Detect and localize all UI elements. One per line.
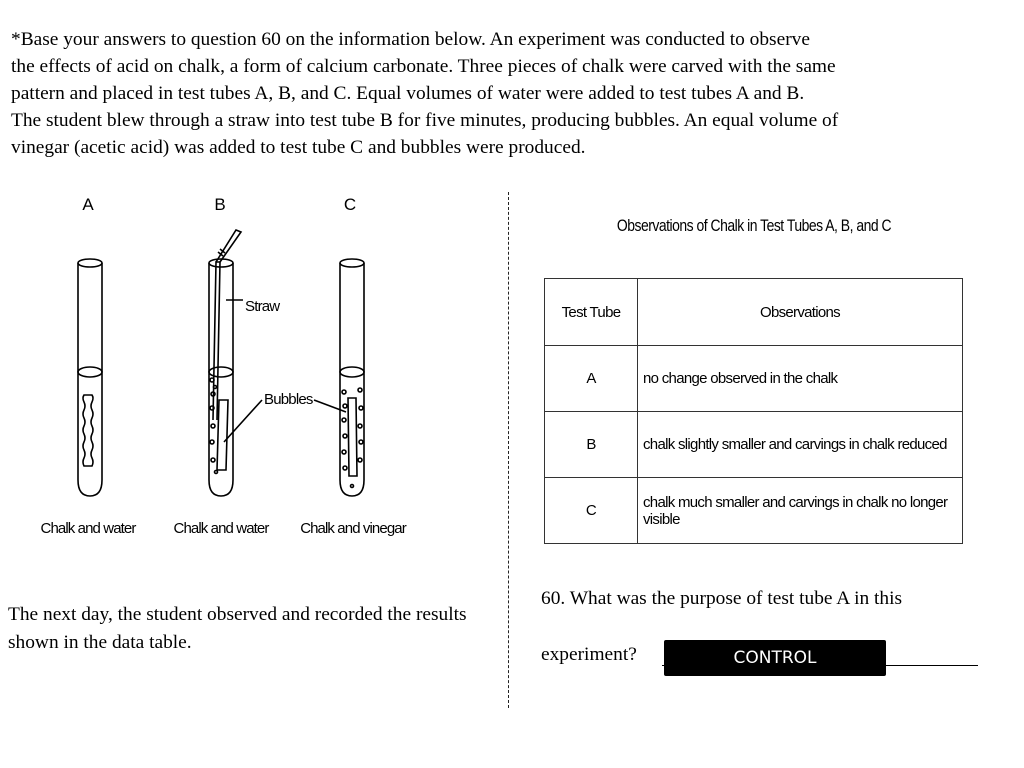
header-test-tube: Test Tube (545, 279, 638, 346)
cell-observation: chalk much smaller and carvings in chalk no longer visible (638, 478, 963, 544)
bubbles-leader-line (314, 400, 346, 412)
observations-table (544, 278, 963, 544)
bubbles-label: Bubbles (264, 391, 313, 408)
chalk-piece (217, 400, 228, 470)
answer-box[interactable]: CONTROL (664, 640, 886, 676)
test-tubes-diagram (0, 180, 500, 550)
cell-observation: chalk slightly smaller and carvings in chalk reduced (638, 412, 963, 478)
test-tube-a (78, 259, 102, 496)
tube-label-b: B (214, 195, 226, 214)
question-line-1: 60. What was the purpose of test tube A in this (541, 588, 903, 609)
dashed-divider (508, 192, 509, 708)
intro-line: *Base your answers to question 60 on the information below. An experiment was conducted to observe (11, 29, 810, 50)
intro-line: pattern and placed in test tubes A, B, and C. Equal volumes of water were added to test tubes A and B. (11, 83, 805, 104)
cell-tube: A (545, 346, 638, 412)
next-day-text: The next day, the student observed and recorded the results shown in the data table. (8, 604, 467, 653)
test-tube-b (209, 230, 241, 496)
test-tube-c (340, 259, 364, 496)
straw-label: Straw (245, 298, 280, 315)
intro-line: the effects of acid on chalk, a form of calcium carbonate. Three pieces of chalk were carved with the same (11, 56, 836, 77)
intro-line: vinegar (acetic acid) was added to test tube C and bubbles were produced. (11, 137, 586, 158)
tube-label-c: C (343, 195, 357, 214)
chalk-piece (348, 398, 357, 476)
tube-label-a: A (82, 195, 94, 214)
table-row (545, 346, 963, 412)
intro-line: The student blew through a straw into test tube B for five minutes, producing bubbles. An equal volume of (11, 110, 839, 131)
bubbles (342, 388, 363, 488)
caption-tube-b: Chalk and water (173, 520, 269, 537)
table-header-row (545, 279, 963, 346)
cell-tube: B (545, 412, 638, 478)
cell-observation: no change observed in the chalk (638, 346, 963, 412)
bubbles (210, 378, 218, 474)
chalk-piece (83, 395, 93, 466)
question-line-2: experiment? (541, 644, 637, 665)
cell-tube: C (545, 478, 638, 544)
intro-paragraph (11, 26, 1011, 161)
caption-tube-c: Chalk and vinegar (300, 520, 406, 537)
bubbles-leader-line (224, 400, 262, 442)
table-row (545, 412, 963, 478)
table-row (545, 478, 963, 544)
header-observations: Observations (638, 279, 963, 346)
caption-tube-a: Chalk and water (40, 520, 136, 537)
table-title: Observations of Chalk in Test Tubes A, B, and C (616, 216, 892, 235)
